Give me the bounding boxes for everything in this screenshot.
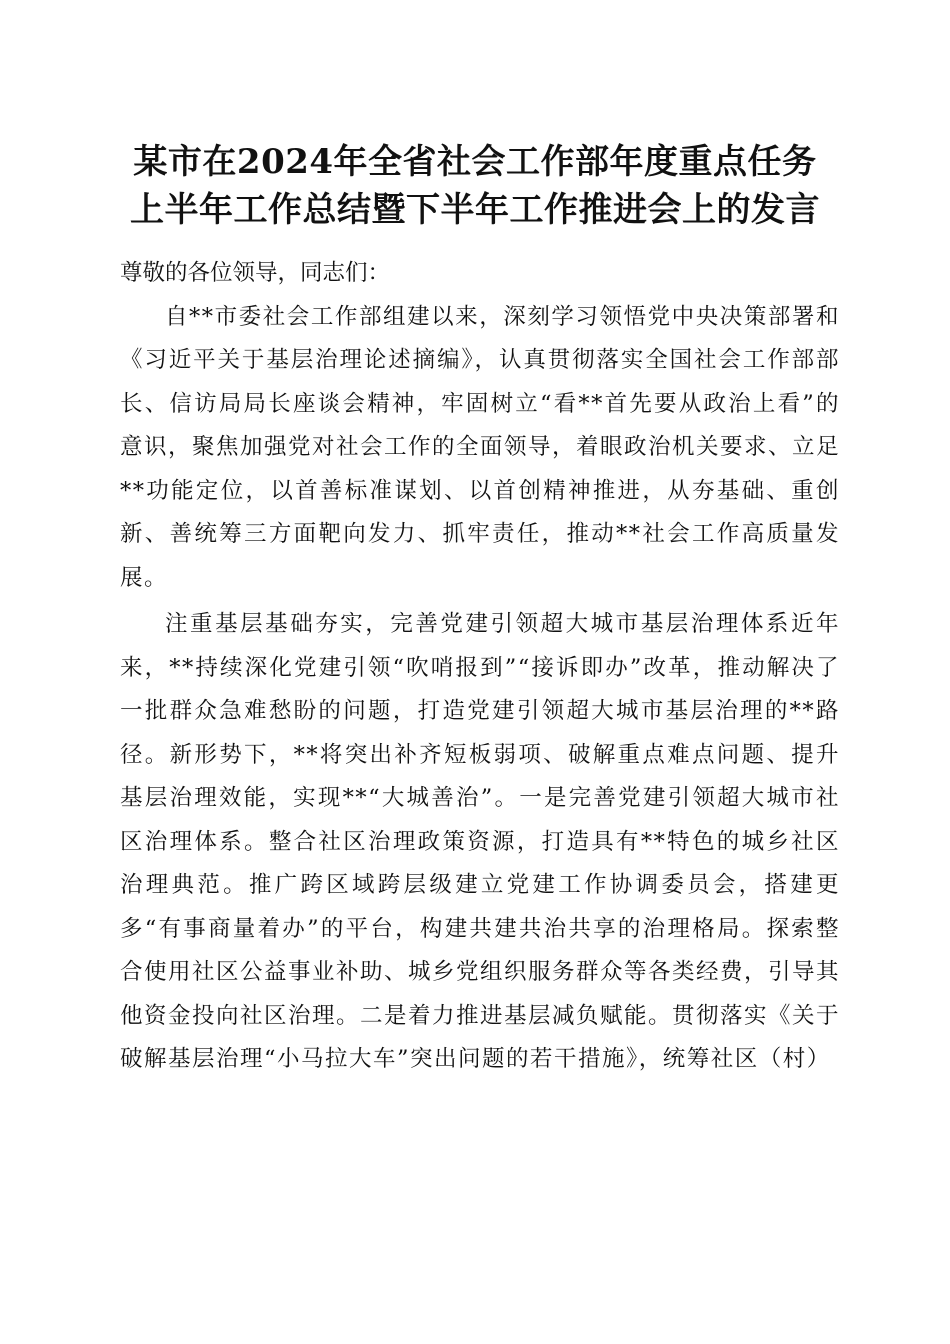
document-title: [100, 138, 850, 234]
title-line-2: 上半年工作总结暨下半年工作推进会上的发言: [130, 190, 820, 230]
paragraph-intro: 自**市委社会工作部组建以来，深刻学习领悟党中央决策部署和《习近平关于基层治理论述摘编》，认真贯彻落实全国社会工作部部长、信访局局长座谈会精神，牢固树立“看**首先要从政治上看”的意识，聚焦加强党对社会工作的全面领导，着眼政治机关要求、立足**功能定位，以首善标准谋划、以首创精神推进，从夯基础、重创新、善统筹三方面靶向发力、抓牢责任，推动**社会工作高质量发展。: [120, 303, 841, 591]
salutation: 尊敬的各位领导，同志们：: [120, 260, 391, 286]
paragraph-grassroots: 注重基层基础夯实，完善党建引领超大城市基层治理体系近年来，**持续深化党建引领“吹哨报到”“接诉即办”改革，推动解决了一批群众急难愁盼的问题，打造党建引领超大城市基层治理的**路径。新形势下，**将突出补齐短板弱项、破解重点难点问题、提升基层治理效能，实现**“大城善治”。一是完善党建引领超大城市社区治理体系。整合社区治理政策资源，打造具有**特色的城乡社区治理典范。推广跨区域跨层级建立党建工作协调委员会，搭建更多“有事商量着办”的平台，构建共建共治共享的治理格局。探索整合使用社区公益事业补助、城乡党组织服务群众等各类经费，引导其他资金投向社区治理。二是着力推进基层减负赋能。贯彻落实《关于破解基层治理“小马拉大车”突出问题的若干措施》，统筹社区（村）: [120, 611, 841, 1072]
title-line-1: 某市在2024年全省社会工作部年度重点任务: [133, 142, 817, 182]
document-body: [120, 252, 840, 1082]
